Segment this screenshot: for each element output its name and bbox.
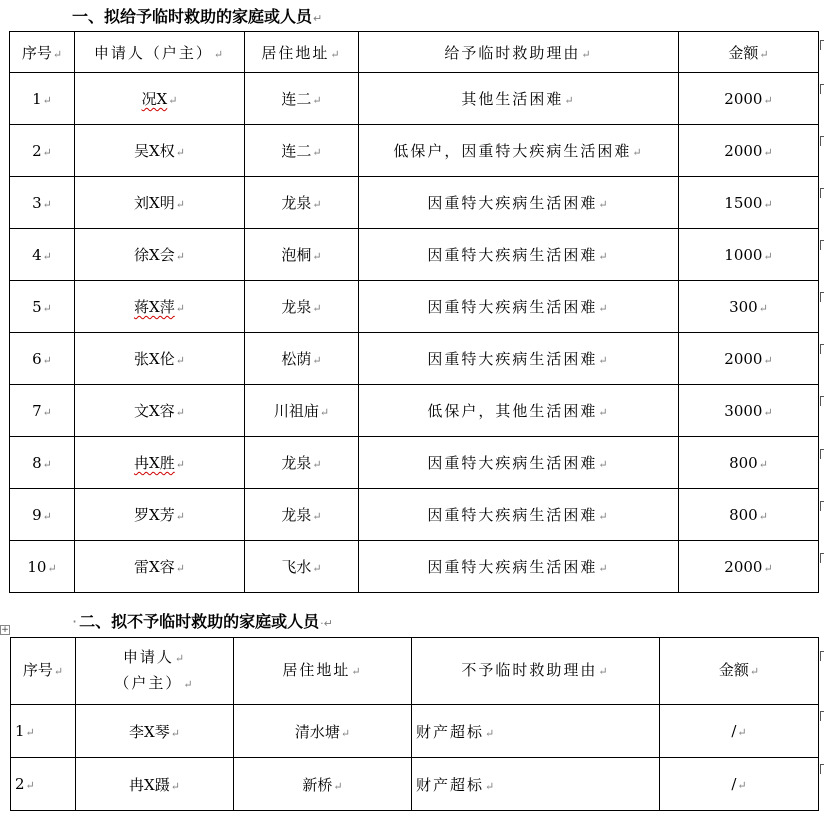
applicant-name: 罗X芳↵ [75,489,245,541]
address: 龙泉↵ [245,437,359,489]
amount: 2000↵ [679,73,819,125]
address: 龙泉↵ [245,281,359,333]
row-number: 1↵ [10,73,75,125]
applicant-name: 张X伦↵ [75,333,245,385]
relief-denied-table [10,637,819,811]
address: 连二↵ [245,125,359,177]
row-end-mark [819,764,825,774]
row-end-mark [819,711,825,721]
row-number: 2↵ [11,758,76,811]
amount: 800↵ [679,437,819,489]
table-row [10,385,819,437]
row-number: 10↵ [10,541,75,593]
table-row [10,281,819,333]
header-cell: 序号↵ [11,638,76,705]
reason: 因重特大疾病生活困难↵ [359,489,679,541]
row-number: 3↵ [10,177,75,229]
table-row [11,705,819,758]
reason: 其他生活困难↵ [359,73,679,125]
header-cell: 序号↵ [10,32,75,73]
table-row [10,489,819,541]
row-number: 5↵ [10,281,75,333]
amount: 3000↵ [679,385,819,437]
reason: 因重特大疾病生活困难↵ [359,437,679,489]
address: 龙泉↵ [245,489,359,541]
row-number: 1↵ [11,705,76,758]
header-cell: 不予临时救助理由↵ [412,638,660,705]
row-number: 2↵ [10,125,75,177]
address: 泡桐↵ [245,229,359,281]
amount: 1500↵ [679,177,819,229]
reason: 因重特大疾病生活困难↵ [359,333,679,385]
address: 飞水↵ [245,541,359,593]
row-end-mark [819,344,825,354]
address: 连二↵ [245,73,359,125]
address: 松荫↵ [245,333,359,385]
table-row [10,333,819,385]
row-end-mark [819,396,825,406]
header-cell: 金额↵ [679,32,819,73]
reason: 因重特大疾病生活困难↵ [359,281,679,333]
table-header-row [10,32,819,73]
amount: 2000↵ [679,333,819,385]
applicant-name: 冉X蹑↵ [76,758,234,811]
row-number: 7↵ [10,385,75,437]
header-cell: 给予临时救助理由↵ [359,32,679,73]
amount: 1000↵ [679,229,819,281]
applicant-name: 雷X容↵ [75,541,245,593]
table-move-handle-icon[interactable]: + [1,625,9,635]
amount: /↵ [660,705,819,758]
applicant-name: 文X容↵ [75,385,245,437]
row-end-mark [819,651,825,661]
table-row [11,758,819,811]
section1-heading: 一、拟给予临时救助的家庭或人员↵ [72,7,323,26]
row-end-mark [819,292,825,302]
table-row [10,73,819,125]
row-number: 4↵ [10,229,75,281]
header-cell: 申请人↵ （户主）↵ [76,638,234,705]
reason: 财产超标↵ [412,705,660,758]
address: 龙泉↵ [245,177,359,229]
row-end-mark [819,553,825,563]
row-end-mark [819,449,825,459]
table-row [10,541,819,593]
header-cell: 居住地址↵ [245,32,359,73]
table-row [10,229,819,281]
row-number: 8↵ [10,437,75,489]
header-cell: 申请人（户主）↵ [75,32,245,73]
section2-heading: · 二、拟不予临时救助的家庭或人员·↵ [72,612,333,631]
address: 清水塘↵ [234,705,412,758]
applicant-name: 蒋X萍↵ [75,281,245,333]
row-number: 6↵ [10,333,75,385]
applicant-name: 刘X明↵ [75,177,245,229]
reason: 因重特大疾病生活困难↵ [359,541,679,593]
applicant-name: 况X↵ [75,73,245,125]
address: 川祖庙↵ [245,385,359,437]
row-number: 9↵ [10,489,75,541]
reason: 低保户，因重特大疾病生活困难↵ [359,125,679,177]
row-end-mark [819,136,825,146]
relief-grant-table [9,31,819,593]
amount: 300↵ [679,281,819,333]
row-end-mark [819,501,825,511]
reason: 财产超标↵ [412,758,660,811]
address: 新桥↵ [234,758,412,811]
applicant-name: 徐X会↵ [75,229,245,281]
table-row [10,437,819,489]
amount: 2000↵ [679,125,819,177]
header-cell: 金额↵ [660,638,819,705]
row-end-mark [819,84,825,94]
row-end-mark [819,40,825,50]
amount: /↵ [660,758,819,811]
reason: 因重特大疾病生活困难↵ [359,229,679,281]
header-cell: 居住地址↵ [234,638,412,705]
table-row [10,177,819,229]
applicant-name: 李X琴↵ [76,705,234,758]
reason: 低保户，其他生活困难↵ [359,385,679,437]
amount: 800↵ [679,489,819,541]
applicant-name: 冉X胜↵ [75,437,245,489]
amount: 2000↵ [679,541,819,593]
row-end-mark [819,240,825,250]
reason: 因重特大疾病生活困难↵ [359,177,679,229]
applicant-name: 吴X权↵ [75,125,245,177]
row-end-mark [819,188,825,198]
table-row [10,125,819,177]
table-header-row [11,638,819,705]
